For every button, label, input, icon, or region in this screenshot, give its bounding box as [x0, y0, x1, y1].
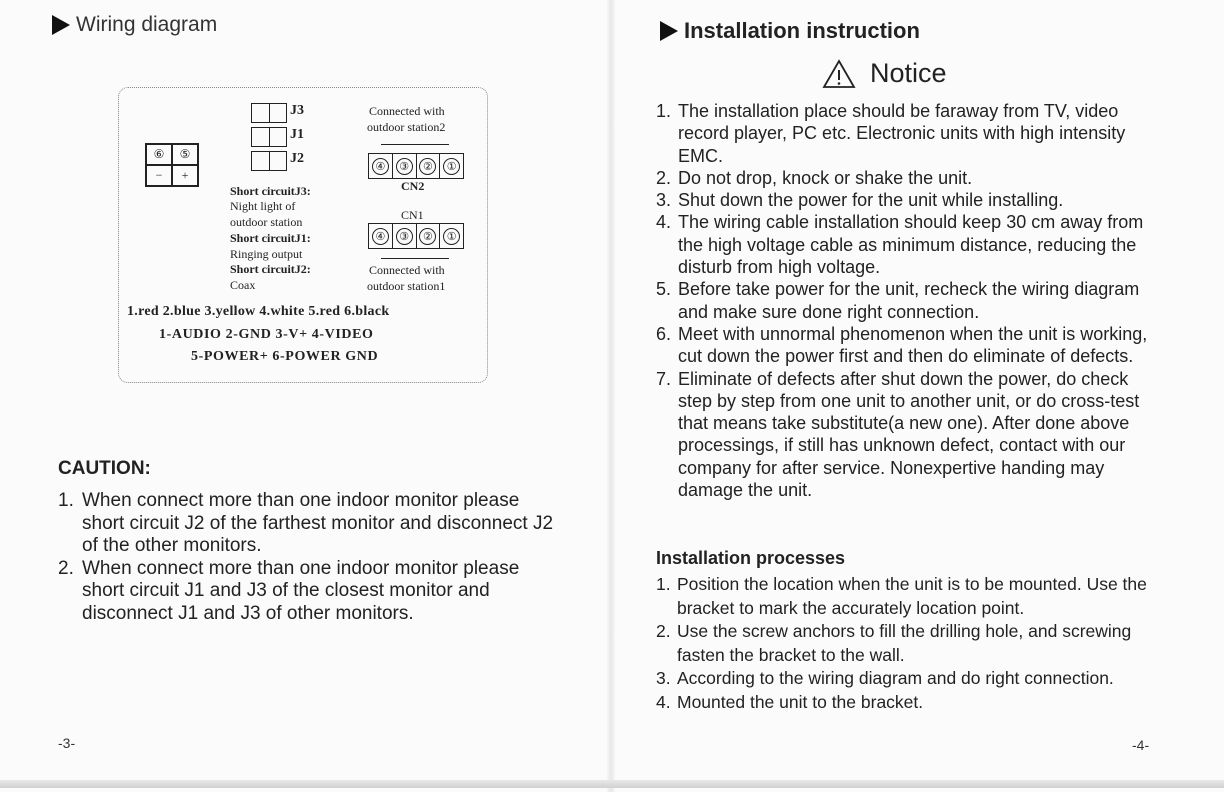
short-j1-label: Short circuitJ1:: [230, 231, 311, 245]
cn1-bracket-line: [381, 258, 449, 259]
notice-text: Notice: [870, 58, 947, 88]
process-item: 1. Position the location when the unit is to be mounted. Use the bracket to mark the accurately location point.: [656, 574, 1147, 618]
installation-heading: [660, 18, 920, 44]
connected-station2-line1: Connected with: [369, 104, 445, 118]
connected-station2-line2: outdoor station2: [367, 120, 446, 134]
installation-heading-text: Installation instruction: [684, 18, 920, 43]
wiring-diagram: [118, 87, 488, 383]
triangle-bullet-icon: [660, 21, 678, 41]
process-item: 2. Use the screw anchors to fill the drilling hole, and screwing fasten the bracket to the wall.: [656, 621, 1132, 665]
notice-item: 5. Before take power for the unit, recheck the wiring diagram and make sure done right connection.: [656, 279, 1140, 322]
wiring-heading-text: Wiring diagram: [76, 13, 218, 36]
notice-item: 2. Do not drop, knock or shake the unit.: [656, 167, 973, 188]
notice-heading: [822, 58, 947, 89]
terminal-plus: +: [172, 165, 198, 186]
cn2-pin-1: ①: [443, 158, 460, 175]
wire-colors-line: 1.red 2.blue 3.yellow 4.white 5.red 6.black: [127, 304, 390, 319]
jumper-j1-label: J1: [290, 127, 304, 142]
short-j2-label: Short circuitJ2:: [230, 262, 311, 276]
short-j3-desc-2: outdoor station: [230, 215, 303, 229]
cn1-pin-2: ②: [419, 228, 436, 245]
cn2-pin-4: ④: [372, 158, 389, 175]
connected-station1-line1: Connected with: [369, 263, 445, 277]
process-item: 3. According to the wiring diagram and do right connection.: [656, 668, 1114, 688]
wire-signals-line-1: 1-AUDIO 2-GND 3-V+ 4-VIDEO: [159, 327, 374, 342]
short-j3-desc-1: Night light of: [230, 199, 296, 213]
jumper-j1-icon: [251, 127, 287, 147]
notice-item: 3. Shut down the power for the unit while installing.: [656, 190, 1064, 211]
jumper-j2-label: J2: [290, 151, 304, 166]
jumper-j3-label: J3: [290, 103, 304, 118]
caution-list: [58, 490, 558, 625]
cn1-pin-3: ③: [396, 228, 413, 245]
short-j1-desc: Ringing output: [230, 247, 303, 261]
caution-heading: CAUTION:: [58, 458, 151, 479]
page-number-left: -3-: [58, 735, 76, 751]
cn2-pin-3: ③: [396, 158, 413, 175]
notice-item: 4. The wiring cable installation should keep 30 cm away from the high voltage cable as minimum distance, reducing the disturb from high voltage.: [656, 212, 1144, 278]
short-j2-desc: Coax: [230, 278, 256, 292]
processes-heading: Installation processes: [656, 548, 846, 568]
cn1-pin-4: ④: [372, 228, 389, 245]
power-terminal-block: [145, 143, 199, 187]
process-item: 4. Mounted the unit to the bracket.: [656, 691, 924, 712]
cn1-label: CN1: [401, 208, 424, 222]
connected-station1-line2: outdoor station1: [367, 279, 446, 293]
cn2-label: CN2: [401, 179, 425, 193]
caution-item: 1. When connect more than one indoor monitor please short circuit J2 of the farthest monitor and disconnect J2 of the other monitors.: [58, 490, 554, 556]
right-page: [612, 0, 1224, 792]
cn1-connector: [368, 223, 464, 249]
notice-item: 6. Meet with unnormal phenomenon when the unit is working, cut down the power first and then do eliminate of defects.: [656, 323, 1148, 367]
warning-icon: [822, 59, 856, 89]
terminal-6: ⑥: [146, 144, 172, 165]
terminal-5: ⑤: [172, 144, 198, 165]
notice-list: [656, 100, 1160, 501]
cn2-pin-2: ②: [419, 158, 436, 175]
triangle-bullet-icon: [52, 15, 70, 35]
cn1-pin-1: ①: [443, 228, 460, 245]
caution-item: 2. When connect more than one indoor monitor please short circuit J1 and J3 of the closest monitor and disconnect J1 and J3 of other monitors.: [58, 557, 520, 624]
terminal-minus: −: [146, 165, 172, 186]
short-j3-label: Short circuitJ3:: [230, 184, 311, 198]
jumper-j2-icon: [251, 151, 287, 171]
notice-item: 1. The installation place should be faraway from TV, video record player, PC etc. Electronic units with high intensity EMC.: [656, 101, 1126, 166]
cn2-connector: [368, 153, 464, 179]
cn2-bracket-line: [381, 144, 449, 145]
jumper-j3-icon: [251, 103, 287, 123]
notice-item: 7. Eliminate of defects after shut down the power, do check step by step from one unit to another unit, or do cross-test that means take substitute(a new one). After done above processings, if still has unknown defect, contact with our company for after service. Nonexpertive handing may damage the unit.: [656, 368, 1140, 501]
wiring-heading: [52, 13, 217, 37]
processes-list: [656, 573, 1160, 714]
page-number-right: -4-: [1132, 737, 1150, 753]
wire-signals-line-2: 5-POWER+ 6-POWER GND: [191, 349, 379, 364]
